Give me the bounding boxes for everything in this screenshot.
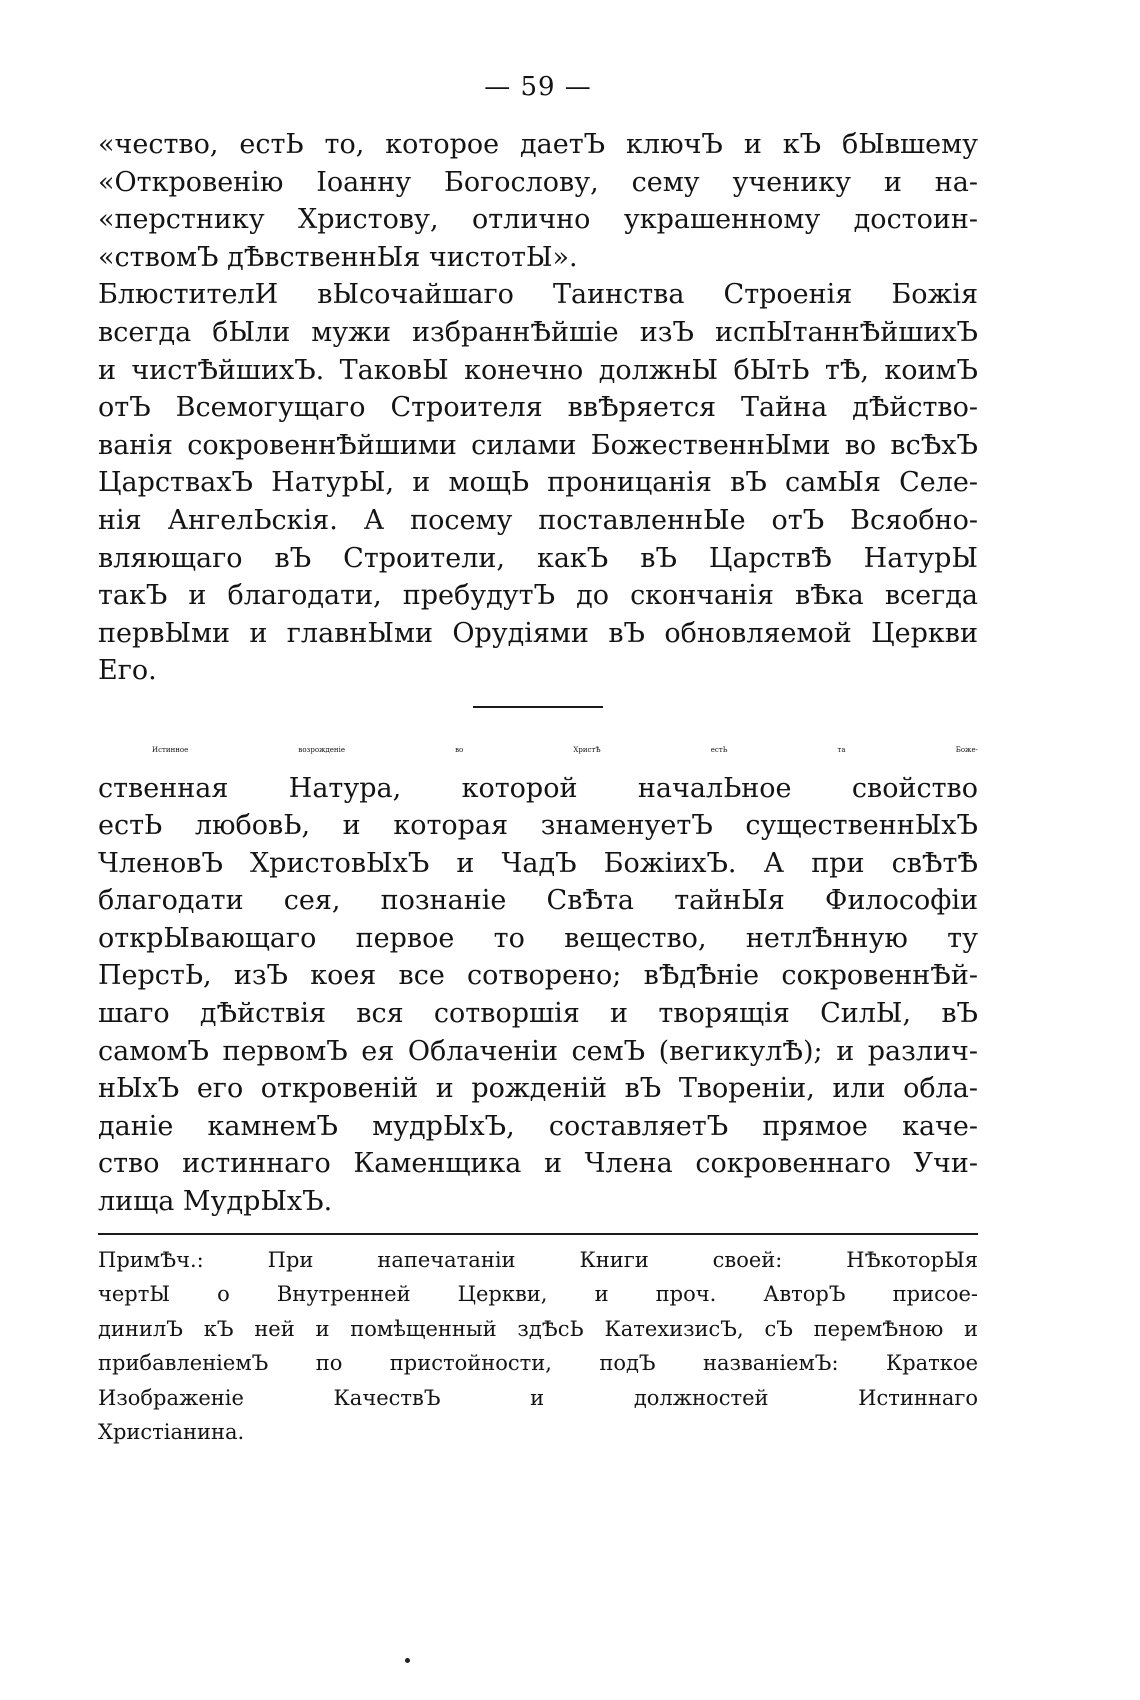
text-line: такЪ и благодати, пребудутЪ до скончанія вѢка всегда [98, 580, 978, 612]
ink-speck [405, 1658, 410, 1663]
page-number: — 59 — [484, 72, 592, 102]
text-line: естЬ любовЬ, и которая знаменуетЪ существеннЫхЪ [98, 810, 978, 842]
text-line: открЫвающаго первое то вещество, нетлѢнную ту [98, 922, 978, 954]
paragraph-2 [98, 732, 978, 1221]
text-line: и чистѢйшихЪ. ТаковЫ конечно должнЫ бЫтЬ тѢ, коимЪ [98, 354, 978, 386]
text-line: благодати сея, познаніе СвѢта тайнЫя Философіи [98, 885, 978, 917]
text-line: самомЪ первомЪ ея Облаченіи семЪ (вегикулѢ); и различ- [98, 1035, 978, 1067]
footnote-rule [98, 1233, 978, 1235]
text-line: Истинное возрожденіе во ХристѢ естЬ та Боже- [152, 745, 978, 754]
text-line: отЪ Всемогущаго Строителя ввѢряется Тайна дѢйство- [98, 392, 978, 424]
text-line: вляющаго вЪ Строители, какЪ вЪ ЦарствѢ НатурЫ [98, 542, 978, 574]
text-line: шаго дѢйствія вся сотворшія и творящія СилЫ, вЪ [98, 998, 978, 1030]
text-line: лища МудрЫхЪ. [98, 1186, 333, 1218]
footnote-line: Христіанина. [98, 1420, 245, 1445]
footnote-line: динилЪ кЪ ней и помѣщенный здѢсЬ КатехизисЪ, сЪ перемѢною и [98, 1316, 978, 1341]
footnote-line: чертЫ о Внутренней Церкви, и проч. АвторЪ присое- [98, 1282, 978, 1307]
text-line: даніе камнемЪ мудрЫхЪ, составляетЪ прямое каче- [98, 1110, 978, 1142]
text-line: Его. [98, 655, 157, 687]
text-line: «чество, естЬ то, которое даетЪ ключЪ и кЪ бЫвшему [98, 129, 978, 160]
text-line: ЧленовЪ ХристовЫхЪ и ЧадЪ БожіихЪ. А при свѢтѢ [98, 847, 978, 879]
text-line: БлюстителИ вЫсочайшаго Таинства Строенія Божія [98, 279, 978, 311]
text-line: ство истиннаго Каменщика и Члена сокровеннаго Учи- [98, 1148, 978, 1180]
book-page [98, 70, 978, 1450]
section-divider [473, 706, 603, 708]
text-line: первЫми и главнЫми Орудіями вЪ обновляемой Церкви [98, 617, 978, 649]
text-line: «ствомЪ дѢвственнЫя чистотЫ». [98, 241, 578, 273]
text-line: нЫхЪ его откровеній и рожденій вЪ Твореніи, или обла- [98, 1073, 978, 1105]
footnote-line: Изображеніе КачествЪ и должностей Истиннаго [98, 1385, 978, 1410]
text-line: ственная Натура, которой началЬное свойство [98, 772, 978, 804]
text-line: всегда бЫли мужи избраннѢйшіе изЪ испЫтаннѢйшихЪ [98, 316, 978, 348]
footnote-line: прибавленіемЪ по пристойности, подЪ названіемЪ: Краткое [98, 1351, 978, 1376]
paragraph-1 [98, 126, 978, 690]
text-line: ванія сокровеннѢйшими силами БожественнЫми во всѢхЪ [98, 429, 978, 461]
text-line: нія АнгелЬскія. А посему поставленнЫе отЪ Всяобно- [98, 504, 978, 536]
text-line: «перстнику Христову, отлично украшенному достоин- [98, 204, 978, 236]
text-line: ЦарствахЪ НатурЫ, и мощЬ проницанія вЪ самЫя Селе- [98, 467, 978, 499]
footnote-line: ПримѢч.: При напечатаніи Книги своей: НѢкоторЫя [98, 1247, 978, 1272]
text-line: «Откровенію Іоанну Богослову, сему ученику и на- [98, 166, 978, 198]
text-line: ПерстЬ, изЪ коея все сотворено; вѢдѢніе сокровеннѢй- [98, 960, 978, 992]
footnote [98, 1243, 978, 1450]
